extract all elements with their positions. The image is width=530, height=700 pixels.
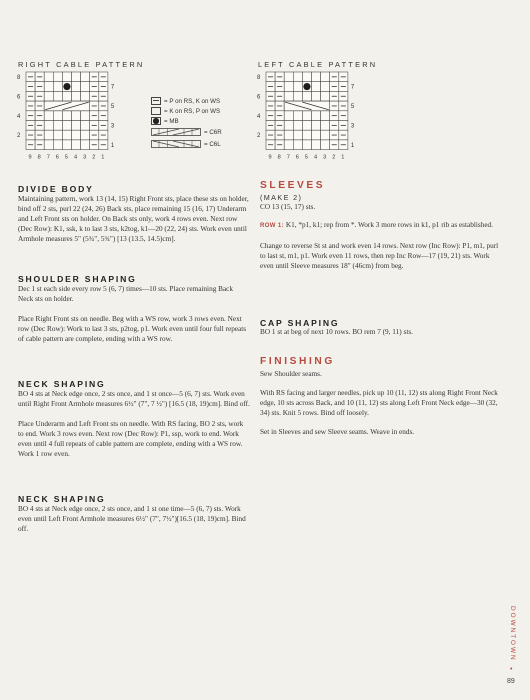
left-chart-row-number: 8 (257, 75, 261, 81)
right-chart-cell (72, 72, 81, 82)
right-chart-cell (44, 121, 53, 131)
cap-shaping-text: BO 1 st at beg of next 10 rows. BO rem 7 (9, 11) sts. (260, 328, 413, 336)
left-chart-cell (321, 121, 330, 131)
right-chart-cell (72, 140, 81, 150)
left-chart-col-number: 2 (332, 154, 336, 161)
sleeves-text: CO 13 (15, 17) sts. ROW 1: K1, *p1, k1; rep from *. Work 3 more rows in k1, p1 rib as established. Change to reverse St st and work even 14 rows. Next row (Inc Row): P1, m1, purl to last st, m1, p1. Work even 11 rows, then rep Inc Row—17 (19, 21) sts. Work even until Sleeve measures 18" (46cm) from beg. (260, 203, 499, 271)
right-cable-chart (14, 70, 134, 167)
left-chart-col-number: 9 (268, 154, 272, 161)
left-chart-cell (293, 82, 302, 92)
page-number: 89 (507, 678, 515, 685)
make-bobble-icon (151, 117, 161, 125)
right-chart-cell (81, 82, 90, 92)
right-chart-cell (53, 91, 62, 101)
right-chart-cell (81, 72, 90, 82)
left-cable-title: LEFT CABLE PATTERN (258, 60, 378, 69)
legend-c6r: = C6R (151, 128, 222, 136)
left-chart-cell (302, 91, 311, 101)
left-chart-cell (284, 140, 293, 150)
left-chart-cell (293, 121, 302, 131)
left-chart-cell (321, 140, 330, 150)
right-chart-cell (62, 121, 71, 131)
left-chart-cell (302, 140, 311, 150)
right-chart-cell (62, 111, 71, 121)
left-chart-row-number: 6 (257, 94, 261, 101)
right-chart-cell (53, 121, 62, 131)
shoulder-shaping-heading: SHOULDER SHAPING (18, 274, 137, 284)
right-chart-cell (62, 72, 71, 82)
right-chart-cell (44, 140, 53, 150)
legend-knit: = K on RS, P on WS (151, 107, 220, 115)
left-chart-cell (293, 111, 302, 121)
footer-bullet: • (510, 666, 513, 673)
right-chart-bobble (63, 83, 70, 90)
left-chart-cell (312, 130, 321, 140)
right-chart-cell (44, 111, 53, 121)
right-chart-row-number: 2 (17, 133, 21, 140)
left-chart-row-number: 2 (257, 133, 261, 140)
finishing-text: Sew Shoulder seams. With RS facing and larger needles, pick up 10 (11, 12) sts along Right Front Neck edge, 10 sts across Back, and 10 (11, 12) sts along Left Front Neck edge—30 (32, 34) sts. Knit 5 rows. Bind off loosely. Set in Sleeves and sew Sleeve seams. Weave in ends. (260, 370, 498, 437)
c6l-symbol-icon (151, 140, 201, 148)
left-chart-col-number: 8 (277, 154, 281, 161)
right-chart-col-number: 6 (55, 154, 59, 161)
right-chart-cell (53, 111, 62, 121)
right-chart-cell (81, 111, 90, 121)
right-chart-cell (62, 140, 71, 150)
left-chart-row-number: 7 (350, 84, 355, 91)
shoulder-shaping-text: Dec 1 st each side every row 5 (6, 7) times—10 sts. Place remaining Back Neck sts on holder. Place Right Front sts on needle. Beg with a WS row, work 3 rows even. Next row (Dec Row): Work to last 3 sts, p2tog, p1. Work even until four full repeats of cable pattern are complete, ending with a WS row. (18, 285, 247, 344)
left-chart-cell (302, 111, 311, 121)
right-chart-row-number: 3 (110, 123, 115, 130)
left-chart-bobble (303, 83, 310, 90)
right-chart-row-number: 6 (17, 94, 21, 101)
left-chart-cell (293, 91, 302, 101)
right-chart-cell (72, 121, 81, 131)
right-chart-row-number: 7 (110, 84, 115, 91)
right-chart-row-number: 4 (17, 113, 21, 120)
neck-shaping-heading-1: NECK SHAPING (18, 379, 106, 389)
left-chart-col-number: 4 (314, 154, 318, 161)
left-chart-cell (312, 91, 321, 101)
right-chart-cell (81, 121, 90, 131)
right-chart-col-number: 4 (74, 154, 78, 161)
right-chart-cell (72, 82, 81, 92)
left-chart-cell (321, 130, 330, 140)
left-chart-cell (312, 72, 321, 82)
left-chart-cell (312, 82, 321, 92)
left-chart-cell (302, 72, 311, 82)
neck-shaping-text-2: BO 4 sts at Neck edge once, 2 sts once, and 1 st one time—5 (6, 7) sts. Work even until Left Front Armhole measures 6½" (7", 7½")[16.5 (18, 19)cm]. Bind off. (18, 505, 246, 534)
right-chart-cell (44, 82, 53, 92)
right-chart-col-number: 2 (92, 154, 96, 161)
right-chart-cell (62, 130, 71, 140)
cap-shaping-heading: CAP SHAPING (260, 318, 340, 328)
purl-symbol-icon (151, 97, 161, 105)
left-chart-cell (321, 111, 330, 121)
right-chart-cell (81, 130, 90, 140)
left-chart-cell (312, 121, 321, 131)
left-chart-cell (321, 82, 330, 92)
left-chart-col-number: 6 (295, 154, 299, 161)
right-chart-col-number: 8 (37, 154, 41, 161)
left-chart-row-number: 1 (350, 142, 355, 149)
legend-c6l: = C6L (151, 140, 221, 148)
right-cable-title: RIGHT CABLE PATTERN (18, 60, 145, 69)
left-chart-cell (312, 140, 321, 150)
left-chart-col-number: 5 (304, 154, 309, 161)
legend-purl: = P on RS, K on WS (151, 97, 220, 105)
right-chart-col-number: 9 (28, 154, 32, 161)
right-chart-cell (53, 82, 62, 92)
left-chart-col-number: 7 (286, 154, 290, 161)
right-chart-row-number: 8 (17, 75, 21, 81)
right-chart-cell (81, 91, 90, 101)
neck-shaping-heading-2: NECK SHAPING (18, 494, 106, 504)
divide-body-heading: DIVIDE BODY (18, 184, 94, 194)
right-chart-col-number: 5 (64, 154, 69, 161)
left-cable-chart (254, 70, 374, 167)
neck-shaping-text-1: BO 4 sts at Neck edge once, 2 sts once, and 1 st once—5 (6, 7) sts. Work even until Right Front Armhole measures 6½" (7", 7 ½") [16.5 (18, 19)cm]. Bind off. Place Underarm and Left Front sts on needle. With RS facing, BO 2 sts, work to end. Work 3 rows even. Next row (Dec Row): P1, ssp, work to end. Work even until 4 full repeats of cable pattern are complete, ending with a WS row. Work 1 row even. (18, 390, 250, 459)
knit-symbol-icon (151, 107, 161, 115)
left-chart-row-number: 4 (257, 113, 261, 120)
right-chart-cell (53, 72, 62, 82)
right-chart-cell (72, 130, 81, 140)
left-chart-cell (293, 130, 302, 140)
left-chart-row-number: 5 (350, 104, 355, 111)
right-chart-cell (53, 140, 62, 150)
right-chart-cell (81, 140, 90, 150)
c6r-symbol-icon (151, 128, 201, 136)
right-chart-cell (53, 130, 62, 140)
left-chart-cell (284, 111, 293, 121)
right-chart-cell (44, 91, 53, 101)
left-chart-col-number: 1 (341, 154, 345, 161)
sleeves-subheading: (MAKE 2) (260, 193, 303, 202)
finishing-heading: FINISHING (260, 356, 335, 367)
left-chart-cell (284, 121, 293, 131)
right-chart-cell (44, 130, 53, 140)
right-chart-col-number: 3 (83, 154, 87, 161)
right-chart-col-number: 1 (101, 154, 105, 161)
section-side-label: DOWNTOWN (509, 606, 516, 662)
left-chart-col-number: 3 (323, 154, 327, 161)
left-chart-cell (302, 121, 311, 131)
left-chart-cell (284, 82, 293, 92)
sleeves-heading: SLEEVES (260, 180, 326, 191)
left-chart-cell (312, 111, 321, 121)
right-chart-row-number: 5 (110, 104, 115, 111)
right-chart-col-number: 7 (46, 154, 50, 161)
right-chart-cell (72, 111, 81, 121)
left-chart-cell (293, 140, 302, 150)
left-chart-cell (321, 72, 330, 82)
right-chart-cell (44, 72, 53, 82)
divide-body-text: Maintaining pattern, work 13 (14, 15) Right Front sts, place these sts on holder, bind off 2 sts, purl 22 (24, 26) Back sts, place remaining 15 (16, 17) Underarm and Left Front sts on holder. On Back sts only, work 4 rows even. Next row (Dec Row): K1, ssk, k to last 3 sts, k2tog, k1—20 (22, 24) sts. Work even until Armhole measures 5" (5¾", 5¾") [13 (13.5, 14.5)cm]. (18, 195, 249, 244)
left-chart-cell (284, 72, 293, 82)
right-chart-cell (62, 91, 71, 101)
right-chart-cell (72, 91, 81, 101)
left-chart-cell (284, 91, 293, 101)
left-chart-cell (302, 130, 311, 140)
left-chart-row-number: 3 (350, 123, 355, 130)
left-chart-cell (293, 72, 302, 82)
row-1-label: ROW 1: (260, 223, 285, 230)
left-chart-cell (284, 130, 293, 140)
left-chart-cell (321, 91, 330, 101)
right-chart-row-number: 1 (110, 142, 115, 149)
legend-mb: = MB (151, 117, 179, 125)
